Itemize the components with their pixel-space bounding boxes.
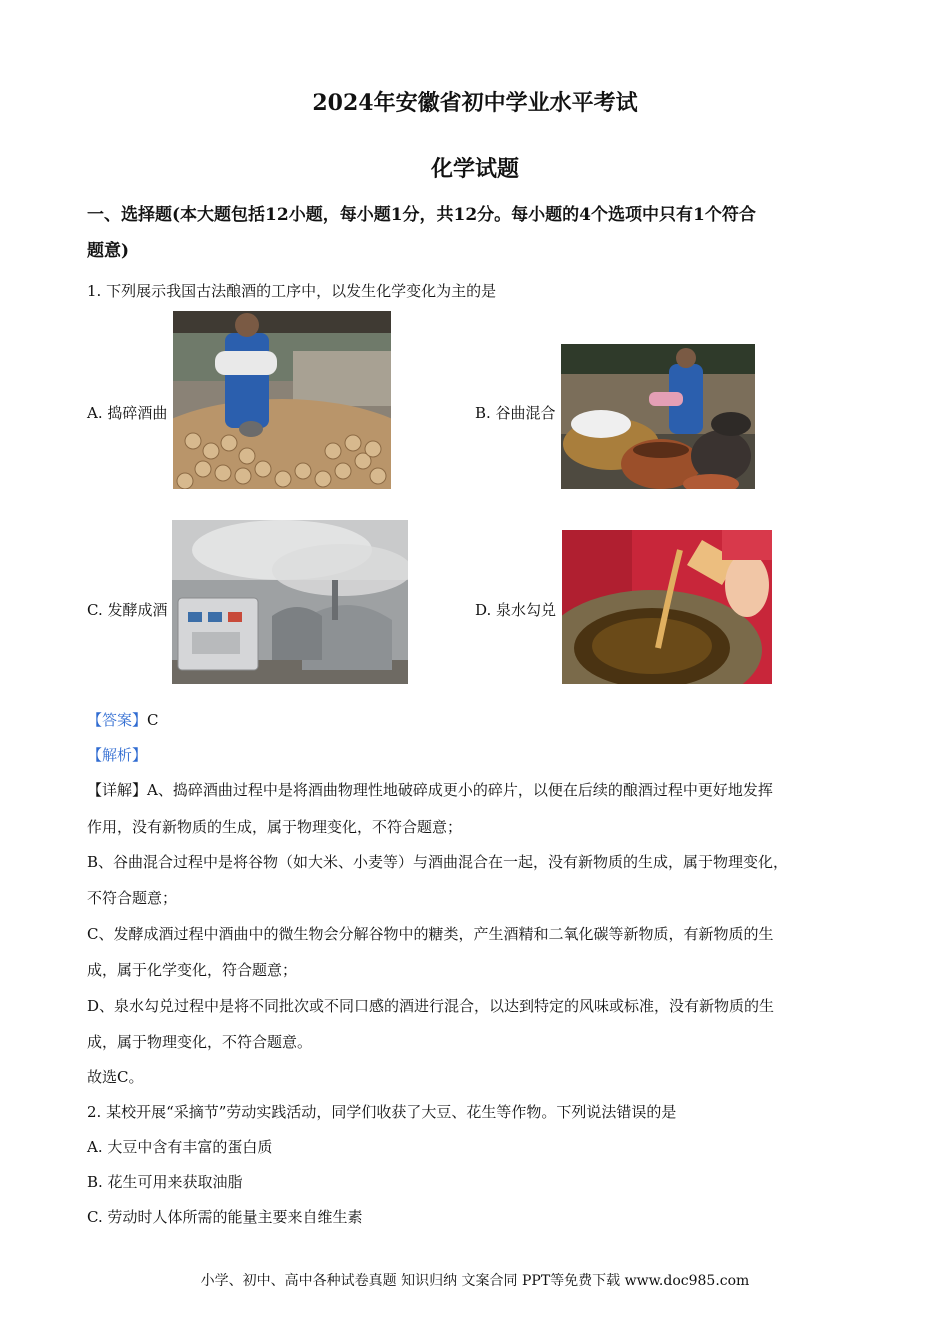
page-subtitle: 化学试题	[430, 156, 519, 182]
detail-line: D、泉水勾兑过程中是将不同批次或不同口感的酒进行混合，以达到特定的风味或标准，没有新物质的生	[87, 997, 775, 1015]
q2-option-a: A. 大豆中含有丰富的蛋白质	[87, 1138, 273, 1156]
q2-stem: 2. 某校开展“采摘节”劳动实践活动，同学们收获了大豆、花生等作物。下列说法错误的是	[87, 1103, 677, 1121]
blending-photo	[562, 530, 772, 684]
detail-line: 作用，没有新物质的生成，属于物理变化，不符合题意；	[87, 818, 463, 836]
fermentation-photo	[172, 520, 408, 684]
detail-line: B、谷曲混合过程中是将谷物（如大米、小麦等）与酒曲混合在一起，没有新物质的生成，属于物理变化，	[87, 853, 789, 871]
section-heading-line2: 题意)	[87, 241, 130, 261]
detail-line: 【详解】A、捣碎酒曲过程中是将酒曲物理性地破碎成更小的碎片，以便在后续的酿酒过程中更好地发挥	[87, 781, 773, 799]
q1-stem: 1. 下列展示我国古法酿酒的工序中，以发生化学变化为主的是	[87, 282, 497, 300]
q1-option-b-label: B. 谷曲混合	[475, 404, 556, 422]
q2-option-b: B. 花生可用来获取油脂	[87, 1173, 243, 1191]
section-heading-line1: 一、选择题(本大题包括12小题，每小题1分，共12分。每小题的4个选项中只有1个符合	[87, 205, 756, 225]
page-title: 2024年安徽省初中学业水平考试	[312, 90, 638, 116]
q2-option-c: C. 劳动时人体所需的能量主要来自维生素	[87, 1208, 363, 1226]
detail-line: 成，属于化学变化，符合题意；	[87, 961, 298, 979]
q1-option-a-label: A. 捣碎酒曲	[87, 404, 168, 422]
answer-value: C	[147, 711, 159, 729]
q1-option-c-label: C. 发酵成酒	[87, 601, 168, 619]
detail-line: C、发酵成酒过程中酒曲中的微生物会分解谷物中的糖类，产生酒精和二氧化碳等新物质，有新物质的生	[87, 925, 774, 943]
answer-tag: 【答案】	[87, 711, 148, 729]
q1-answer	[87, 709, 159, 730]
detail-line: 故选C。	[87, 1068, 144, 1086]
mixing-grain-photo	[561, 344, 755, 489]
section-heading	[87, 197, 867, 269]
crushing-yeast-photo	[173, 311, 391, 489]
q1-option-d-label: D. 泉水勾兑	[475, 601, 557, 619]
detail-line: 成，属于物理变化，不符合题意。	[87, 1033, 313, 1051]
detail-line: 不符合题意；	[87, 889, 178, 907]
page-footer: 小学、初中、高中各种试卷真题 知识归纳 文案合同 PPT等免费下载 www.doc985.com	[200, 1273, 750, 1289]
analysis-tag: 【解析】	[87, 746, 148, 764]
